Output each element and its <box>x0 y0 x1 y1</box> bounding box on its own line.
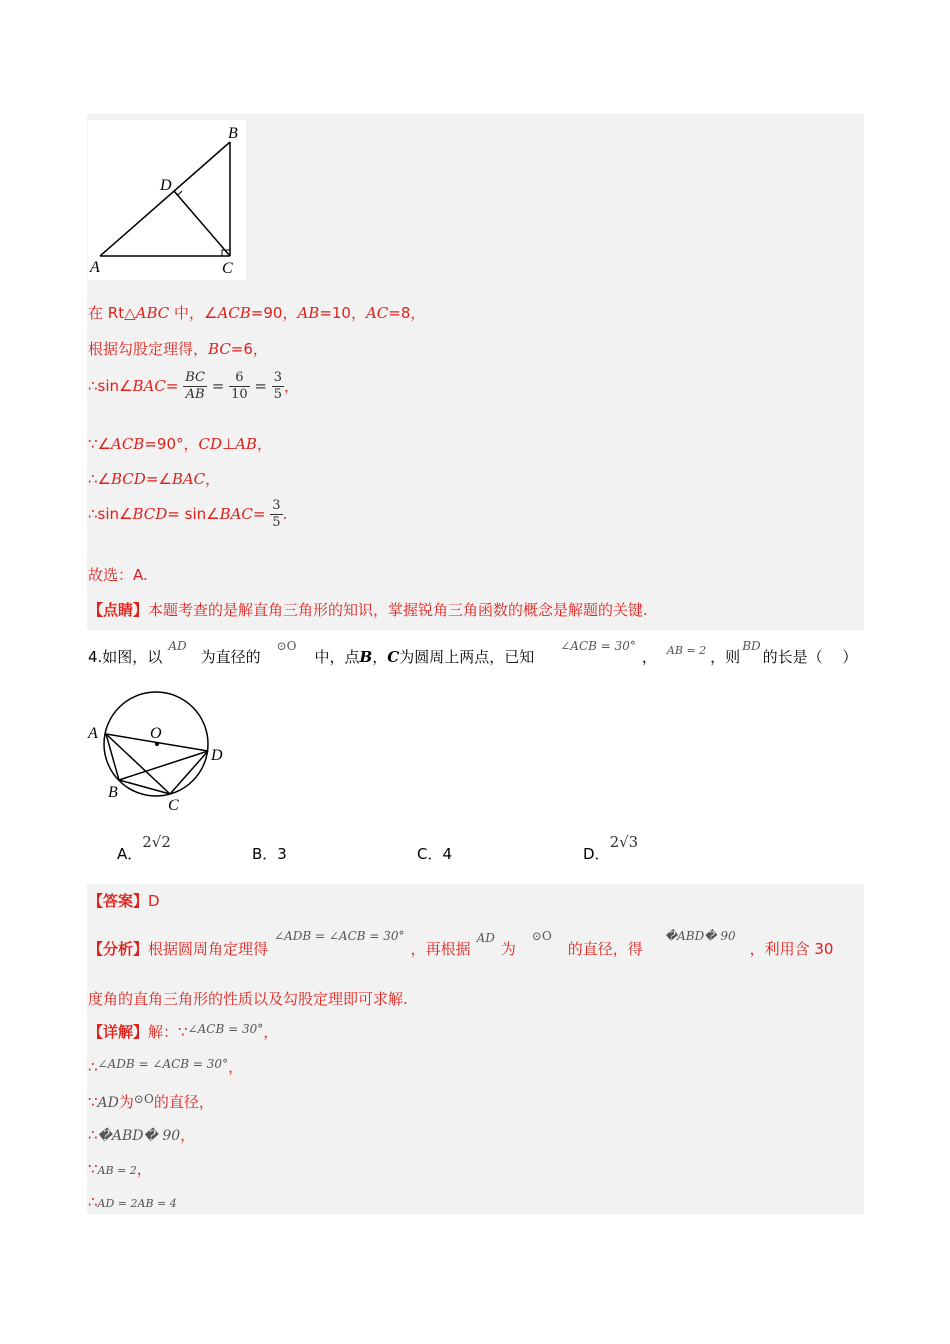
detail-line-5: ∵AB = 2， <box>88 1160 152 1178</box>
solution-line-4: ∵∠ACB=90°，CD⊥AB， <box>88 435 272 453</box>
detail-line-6: ∴AD = 2AB = 4 <box>88 1193 177 1211</box>
fraction-3-5: $\frac{3}{5}$ <box>273 370 283 402</box>
option-b[interactable]: B．3 <box>252 845 287 863</box>
detail-line-4: ∴�ABD� 90， <box>88 1126 196 1144</box>
solution-line-1: 在 Rt△ABC 中，∠ACB=90，AB=10，AC=8， <box>88 304 426 322</box>
triangle-diagram <box>88 120 246 280</box>
solution-line-3: ∴sin∠BAC= $\frac{BC}{AB}$ = $\frac{6}{10}$ = $\frac{3}{5}$ ， <box>88 370 300 402</box>
option-d[interactable]: D．2√3 <box>583 833 639 863</box>
label-d2: D <box>211 747 223 764</box>
detail-line-2: ∴$^{\angle ADB = \angle ACB = 30^\circ}$， <box>88 1057 244 1076</box>
label-a2: A <box>88 725 98 742</box>
solution-line-5: ∴∠BCD=∠BAC， <box>88 470 221 488</box>
circle-diagram <box>86 664 236 814</box>
answer-panel <box>87 884 864 1214</box>
label-c: C <box>222 260 233 277</box>
fraction-bc-ab: $\frac{BC}{AB}$ <box>185 370 205 402</box>
analysis-line-2: 度角的直角三角形的性质以及勾股定理即可求解. <box>88 990 408 1008</box>
question-4-text: 4.如图，以$^{AD}$为直径的$^{⊙O}$中，点B，C为圆周上两点，已知$^{\angle ACB = 30^\circ}$， $^{AB = 2}$ ，则$^{BD}$的长是（ ） <box>88 639 858 666</box>
fraction-6-10: $\frac{6}{10}$ <box>231 370 248 402</box>
label-d: D <box>160 177 172 194</box>
option-a[interactable]: A．2√2 <box>117 833 171 863</box>
solution-line-6: ∴sin∠BCD= sin∠BAC= $\frac{3}{5}$ . <box>88 498 288 530</box>
option-c[interactable]: C．4 <box>417 845 453 863</box>
detail-line-3: ∵AD为$^{⊙O}$的直径， <box>88 1092 214 1111</box>
analysis-line-1: 【分析】根据圆周角定理得$^{\angle ADB = \angle ACB = 30^\circ}$，再根据$^{AD}$为$^{⊙O}$的直径，得$^{�ABD� 90}$，利用含 30 <box>88 929 834 958</box>
solution-line-2: 根据勾股定理得，BC=6， <box>88 340 268 358</box>
answer-line: 【答案】D <box>88 892 160 910</box>
label-o: O <box>150 725 162 742</box>
label-c2: C <box>168 797 179 814</box>
fraction-3-5-b: $\frac{3}{5}$ <box>272 498 281 530</box>
comment-line: 【点睛】本题考查的是解直角三角形的知识，掌握锐角三角函数的概念是解题的关键. <box>88 601 648 619</box>
label-a: A <box>90 259 100 276</box>
triangle-figure <box>88 120 246 280</box>
circle-figure <box>86 664 236 814</box>
detail-line-1: 【详解】解：∵$^{\angle ACB = 30^\circ}$， <box>88 1022 279 1041</box>
choice-line: 故选：A. <box>88 566 148 584</box>
label-b: B <box>228 125 238 142</box>
label-b2: B <box>108 784 118 801</box>
